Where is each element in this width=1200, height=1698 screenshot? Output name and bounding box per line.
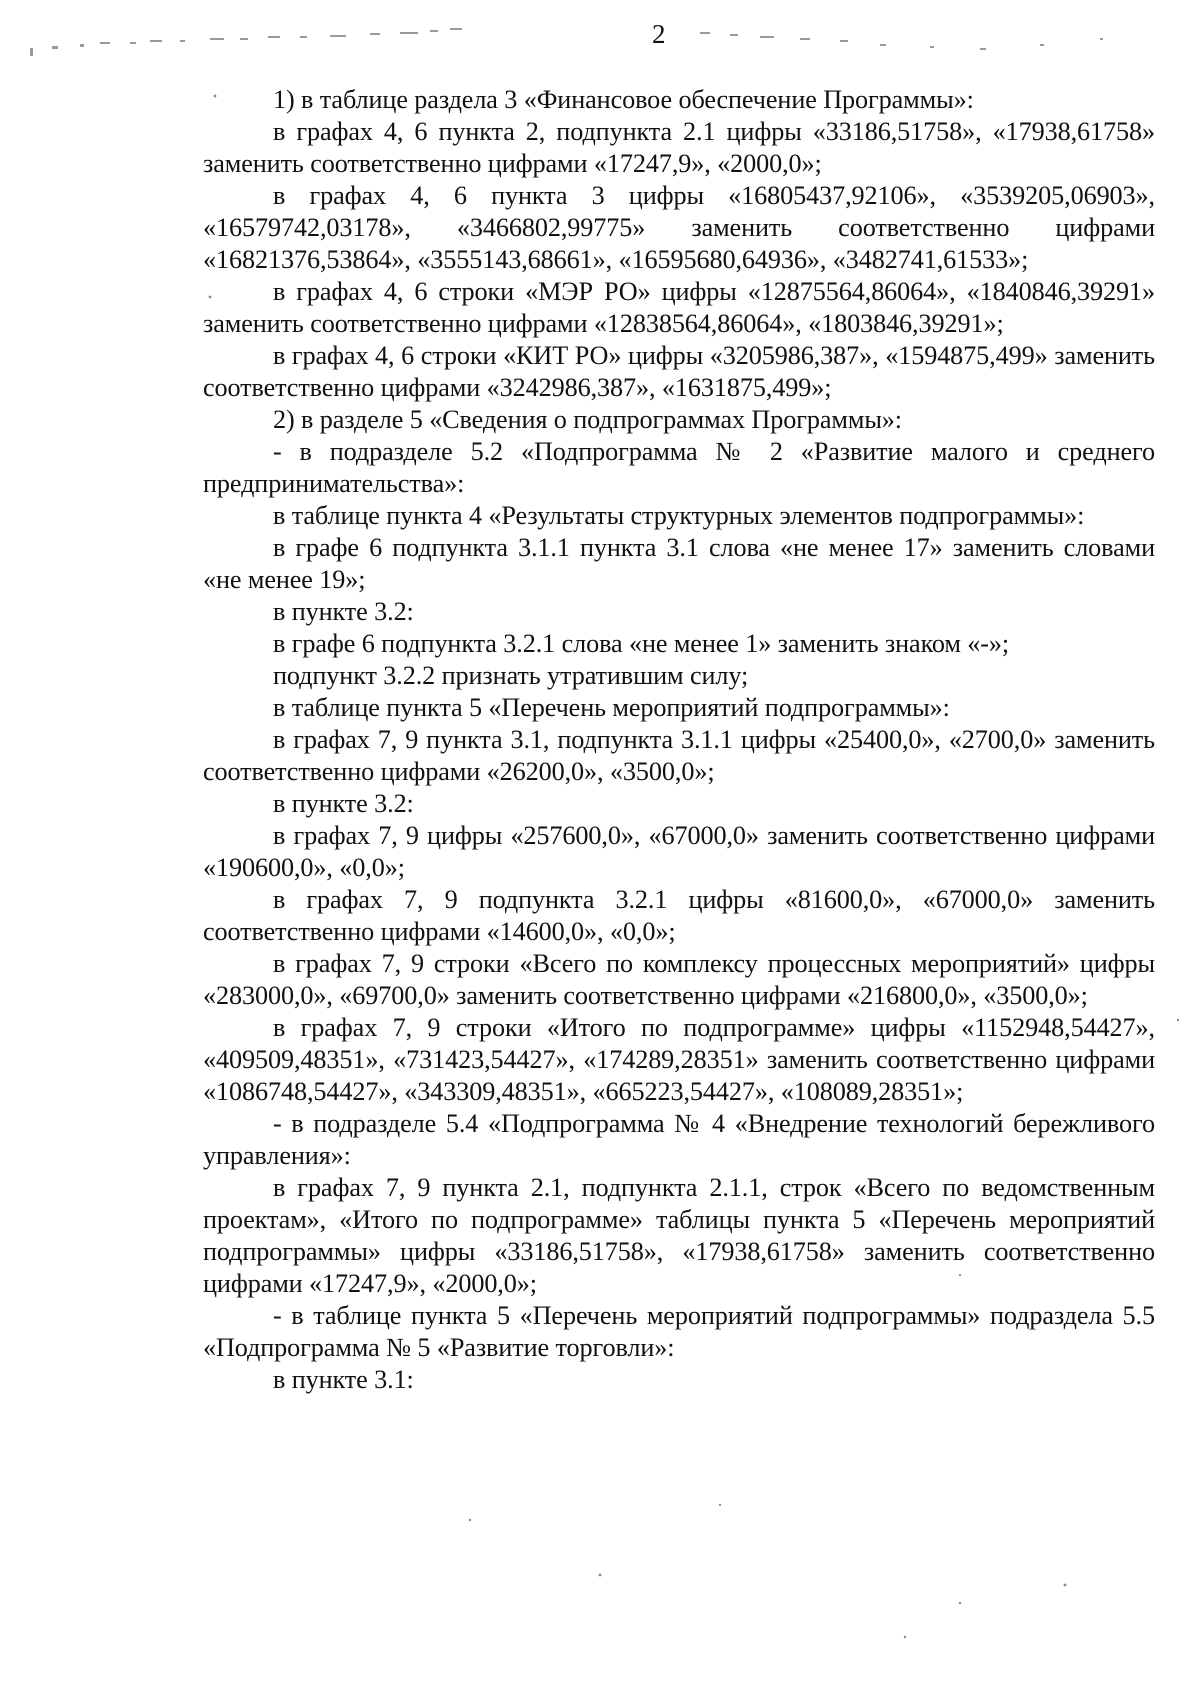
paragraph: в графе 6 подпункта 3.2.1 слова «не менее 1» заменить знаком «-»; <box>273 629 1010 658</box>
paragraph: подпункт 3.2.2 признать утратившим силу; <box>273 661 749 690</box>
paragraph: 1) в таблице раздела 3 «Финансовое обеспечение Программы»: <box>273 85 974 114</box>
paragraph: в графе 6 подпункта 3.1.1 пункта 3.1 слова «не менее 17» заменить словами «не менее 19»; <box>203 533 1155 594</box>
document-body <box>203 84 1155 1396</box>
paragraph: - в подразделе 5.4 «Подпрограмма № 4 «Внедрение технологий бережливого управления»: <box>203 1109 1155 1170</box>
paragraph: в графах 7, 9 цифры «257600,0», «67000,0» заменить соответственно цифрами «190600,0», «0,0»; <box>203 821 1155 882</box>
paragraph: в графах 7, 9 подпункта 3.2.1 цифры «81600,0», «67000,0» заменить соответственно цифрами «14600,0», «0,0»; <box>203 885 1155 946</box>
paragraph: в графах 7, 9 строки «Итого по подпрограмме» цифры «1152948,54427», «409509,48351», «731423,54427», «174289,28351» заменить соответственно цифрами «1086748,54427», «343309,48351», «665223,54427», «108089,28351»; <box>203 1013 1155 1106</box>
paragraph: - в подразделе 5.2 «Подпрограмма № 2 «Развитие малого и среднего предпринимательства»: <box>203 437 1155 498</box>
paragraph: в графах 4, 6 строки «МЭР РО» цифры «12875564,86064», «1840846,39291» заменить соответственно цифрами «12838564,86064», «1803846,39291»; <box>203 277 1155 338</box>
page-number: 2 <box>652 19 666 49</box>
paragraph: в графах 4, 6 пункта 3 цифры «16805437,92106», «3539205,06903», «16579742,03178», «3466802,99775» заменить соответственно цифрами «16821376,53864», «3555143,68661», «16595680,64936», «3482741,61533»; <box>203 181 1155 274</box>
paragraph: - в таблице пункта 5 «Перечень мероприятий подпрограммы» подраздела 5.5 «Подпрограмма № 5 «Развитие торговли»: <box>203 1301 1155 1362</box>
paragraph: в графах 4, 6 строки «КИТ РО» цифры «3205986,387», «1594875,499» заменить соответственно цифрами «3242986,387», «1631875,499»; <box>203 341 1155 402</box>
paragraph: в графах 7, 9 пункта 3.1, подпункта 3.1.1 цифры «25400,0», «2700,0» заменить соответственно цифрами «26200,0», «3500,0»; <box>203 725 1155 786</box>
scan-noise <box>0 18 1200 68</box>
paragraph: 2) в разделе 5 «Сведения о подпрограммах Программы»: <box>273 405 902 434</box>
paragraph: в графах 7, 9 строки «Всего по комплексу процессных мероприятий» цифры «283000,0», «69700,0» заменить соответственно цифрами «216800,0», «3500,0»; <box>203 949 1155 1010</box>
paragraph: в графах 7, 9 пункта 2.1, подпункта 2.1.1, строк «Всего по ведомственным проектам», «Итого по подпрограмме» таблицы пункта 5 «Перечень мероприятий подпрограммы» цифры «33186,51758», «17938,61758» заменить соответственно цифрами «17247,9», «2000,0»; <box>203 1173 1155 1298</box>
paragraph: в таблице пункта 5 «Перечень мероприятий подпрограммы»: <box>273 693 950 722</box>
paragraph: в пункте 3.2: <box>273 789 414 818</box>
paragraph: в таблице пункта 4 «Результаты структурных элементов подпрограммы»: <box>273 501 1085 530</box>
paragraph: в пункте 3.1: <box>273 1365 414 1394</box>
paragraph: в пункте 3.2: <box>273 597 414 626</box>
paragraph: в графах 4, 6 пункта 2, подпункта 2.1 цифры «33186,51758», «17938,61758» заменить соответственно цифрами «17247,9», «2000,0»; <box>203 117 1155 178</box>
